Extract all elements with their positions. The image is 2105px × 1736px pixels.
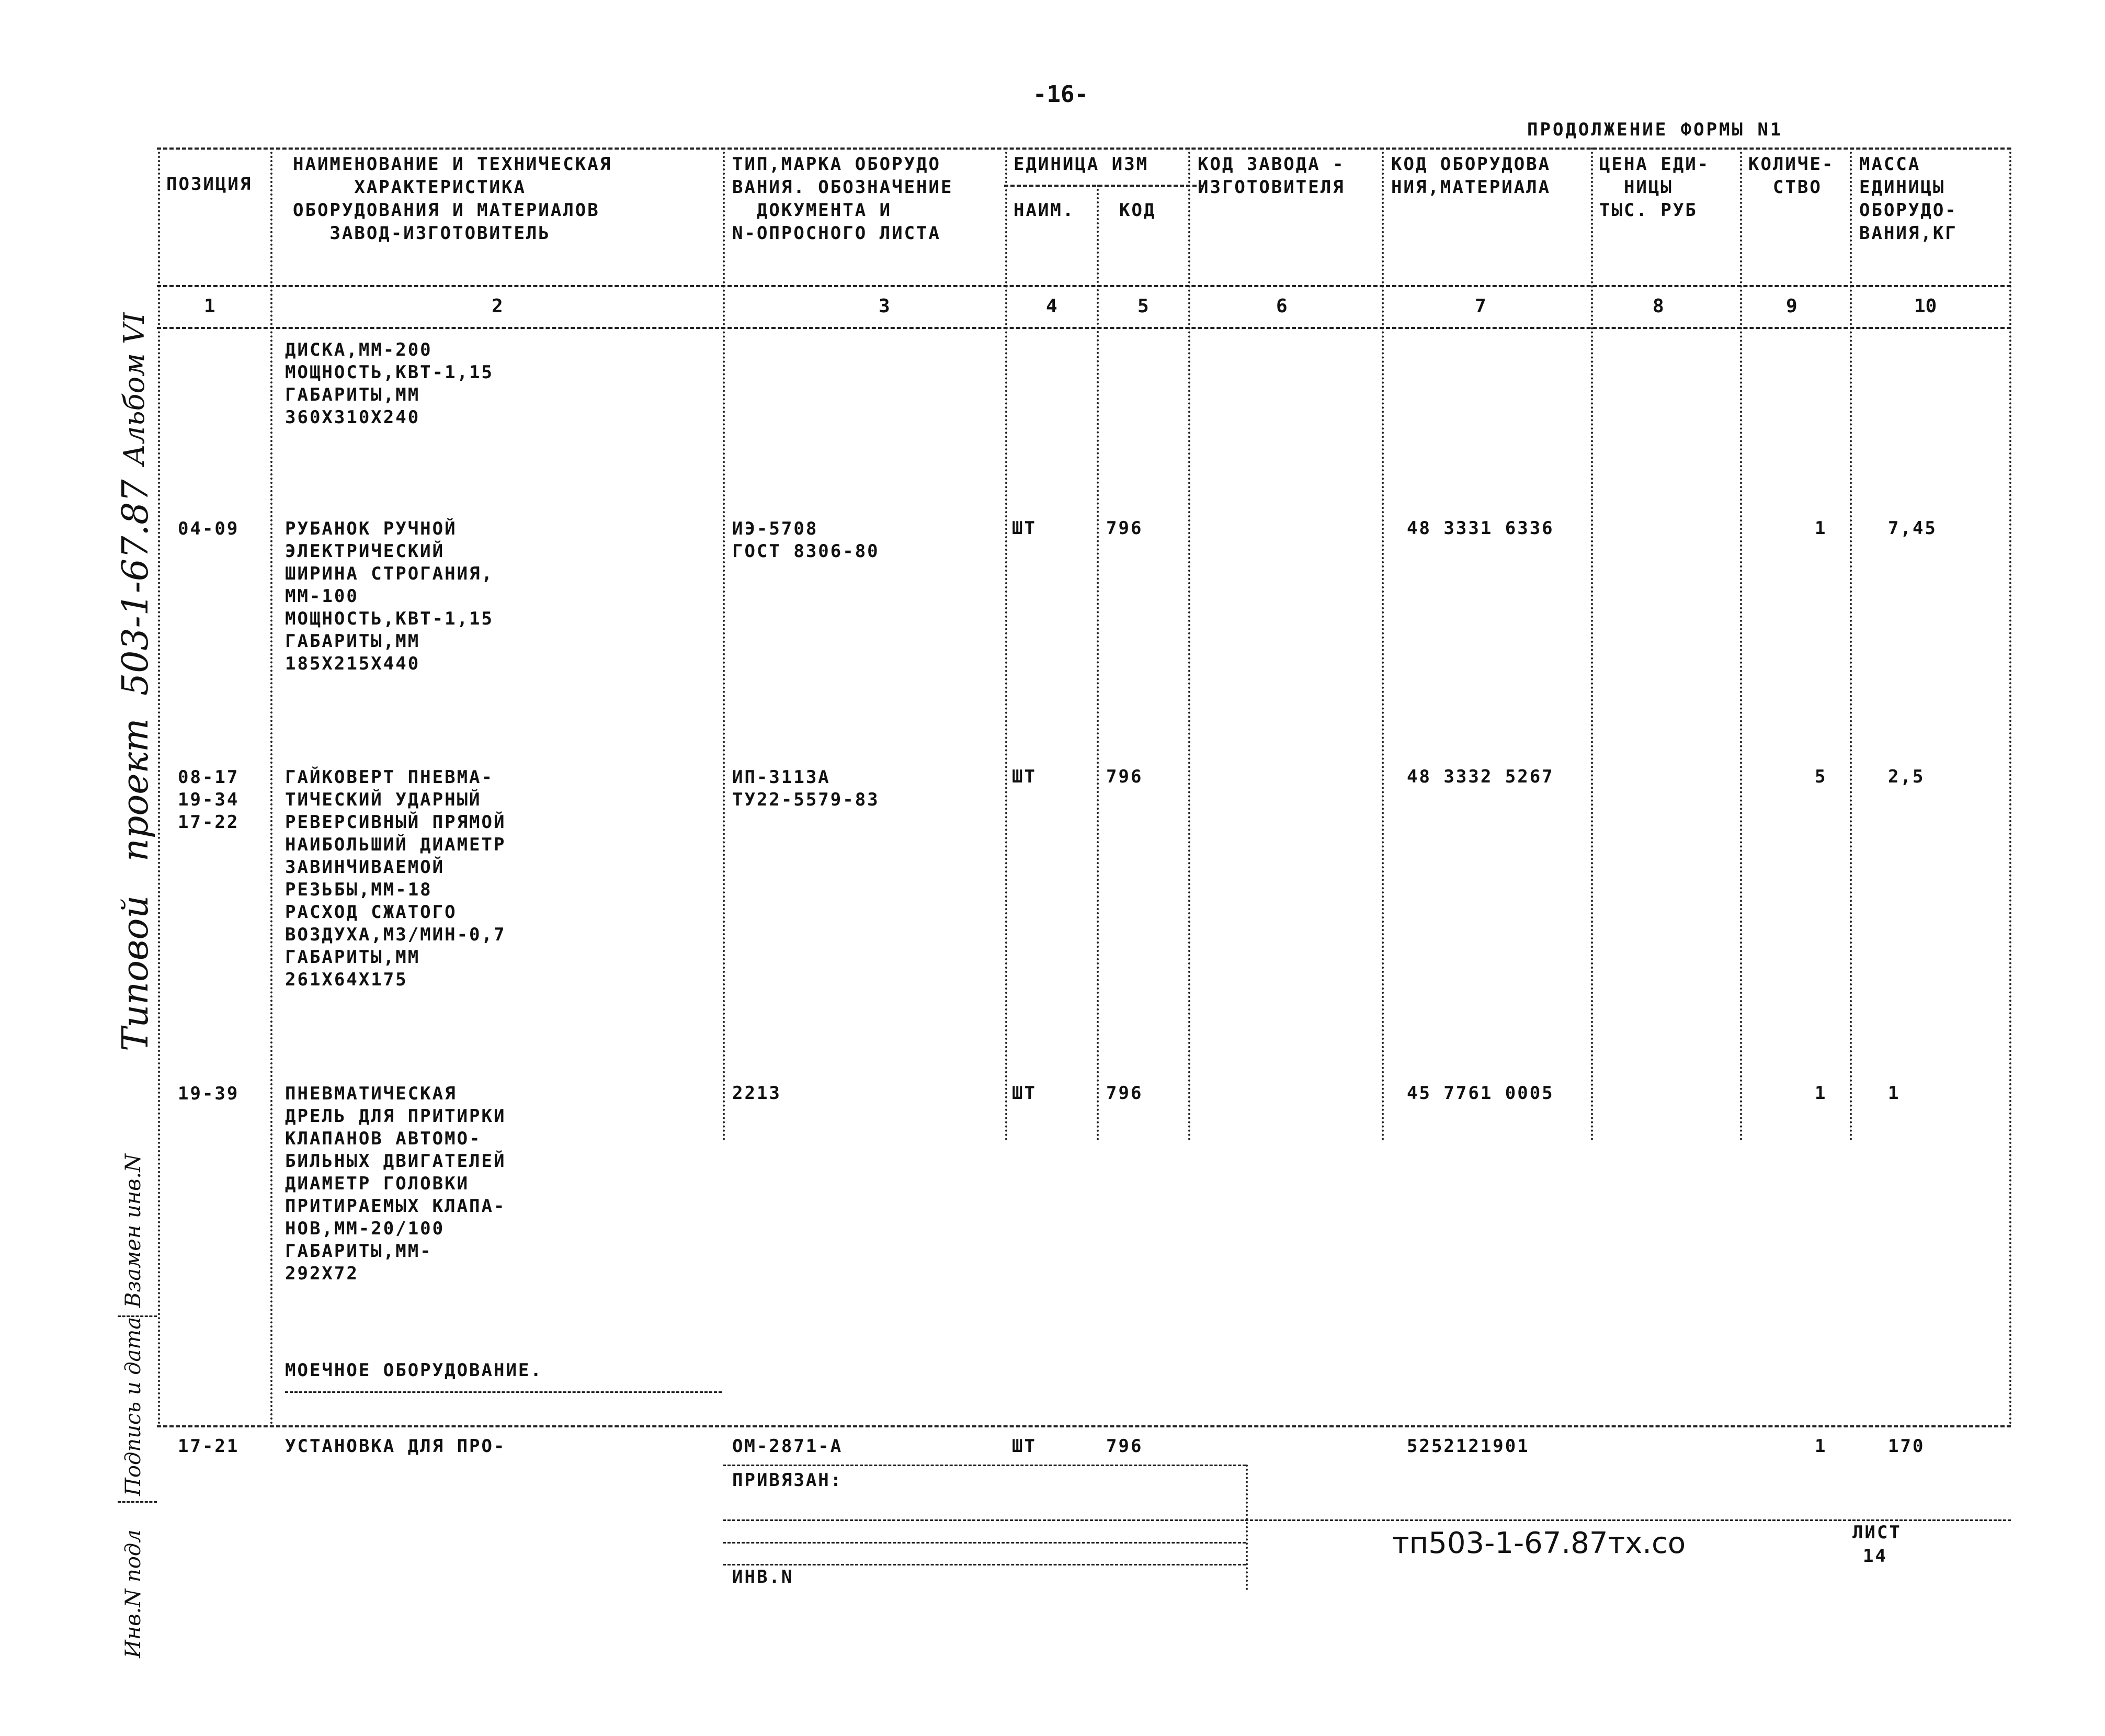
side-label-project: Типовой проект 503-1-67.87 bbox=[115, 479, 156, 1051]
page-number: -16- bbox=[1033, 81, 1088, 108]
col-divider bbox=[1382, 147, 1384, 1141]
row-5-code: 796 bbox=[1106, 1436, 1143, 1457]
col-divider bbox=[1097, 185, 1099, 1141]
inventory-label: ИНВ.N bbox=[732, 1567, 794, 1587]
row-5-mass: 170 bbox=[1888, 1436, 1925, 1457]
sheet-number: 14 bbox=[1863, 1546, 1887, 1567]
header-price: ЦЕНА ЕДИ- НИЦЫ ТЫС. РУБ bbox=[1599, 154, 1710, 221]
row-3-equip: 45 7761 0005 bbox=[1407, 1083, 1554, 1104]
col-number: 8 bbox=[1653, 296, 1664, 317]
header-equipment-code: КОД ОБОРУДОВА НИЯ,МАТЕРИАЛА bbox=[1391, 154, 1551, 198]
header-name: НАИМЕНОВАНИЕ И ТЕХНИЧЕСКАЯ ХАРАКТЕРИСТИКА ОБОРУДОВАНИЯ И МАТЕРИАЛОВ ЗАВОД-ИЗГОТОВИТЕЛЬ bbox=[293, 154, 612, 244]
document-code: тп503-1-67.87тх.со bbox=[1392, 1526, 1686, 1560]
row-3-qty: 1 bbox=[1815, 1083, 1827, 1104]
side-label-album: Альбом VI bbox=[118, 312, 151, 466]
row-5-name: УСТАНОВКА ДЛЯ ПРО- bbox=[285, 1436, 506, 1457]
header-unit-name: НАИМ. bbox=[1014, 200, 1075, 221]
row-1-position: 04-09 bbox=[178, 518, 240, 539]
row-1-qty: 1 bbox=[1815, 518, 1827, 539]
row-5-unit: ШТ bbox=[1012, 1436, 1037, 1457]
row-3-code: 796 bbox=[1106, 1083, 1143, 1104]
row-1-name: РУБАНОК РУЧНОЙ ЭЛЕКТРИЧЕСКИЙ ШИРИНА СТРОГАНИЯ, ММ-100 МОЩНОСТЬ,КВТ-1,15 ГАБАРИТЫ,ММ 185Х215Х440 bbox=[285, 518, 494, 674]
row-2-unit: ШТ bbox=[1012, 766, 1037, 787]
row-1-equip: 48 3331 6336 bbox=[1407, 518, 1554, 539]
col-number: 2 bbox=[492, 296, 503, 317]
row-2-equip: 48 3332 5267 bbox=[1407, 766, 1554, 787]
col-divider bbox=[158, 147, 160, 1425]
col-number: 6 bbox=[1276, 296, 1288, 317]
col-number: 4 bbox=[1046, 296, 1057, 317]
rule-unit-split bbox=[1004, 185, 1203, 187]
col-divider bbox=[1850, 147, 1852, 1141]
rule-header-bottom bbox=[157, 285, 2011, 287]
rule-bottom bbox=[157, 1425, 2011, 1427]
title-block-line bbox=[723, 1519, 2011, 1521]
col-number: 5 bbox=[1137, 296, 1149, 317]
side-label-replaced: Взамен инв.N bbox=[121, 1153, 145, 1308]
margin-rule bbox=[118, 1501, 157, 1503]
title-block bbox=[723, 1465, 2011, 1590]
row-5-qty: 1 bbox=[1815, 1436, 1827, 1457]
header-type: ТИП,МАРКА ОБОРУДО ВАНИЯ. ОБОЗНАЧЕНИЕ ДОКУМЕНТА И N-ОПРОСНОГО ЛИСТА bbox=[732, 154, 953, 244]
title-block-divider bbox=[1246, 1465, 1248, 1590]
row-2-qty: 5 bbox=[1815, 766, 1827, 787]
row-2-position: 08-17 19-34 17-22 bbox=[178, 767, 240, 833]
col-divider bbox=[723, 147, 725, 1141]
row-5-type: ОМ-2871-А bbox=[732, 1436, 843, 1457]
col-number: 9 bbox=[1786, 296, 1797, 317]
row-1-type: ИЭ-5708 ГОСТ 8306-80 bbox=[732, 518, 880, 562]
col-number: 1 bbox=[204, 296, 215, 317]
header-quantity: КОЛИЧЕ- СТВО bbox=[1748, 154, 1835, 198]
section-heading-underline bbox=[285, 1391, 722, 1393]
col-divider bbox=[270, 147, 272, 1425]
row-3-mass: 1 bbox=[1888, 1083, 1901, 1104]
title-block-line bbox=[723, 1542, 1246, 1544]
title-block-top bbox=[723, 1465, 1246, 1466]
title-block-line bbox=[723, 1564, 1246, 1565]
row-1-unit: ШТ bbox=[1012, 518, 1037, 539]
row-2-code: 796 bbox=[1106, 766, 1143, 787]
attached-label: ПРИВЯЗАН: bbox=[732, 1470, 843, 1491]
row-2-name: ГАЙКОВЕРТ ПНЕВМА- ТИЧЕСКИЙ УДАРНЫЙ РЕВЕРСИВНЫЙ ПРЯМОЙ НАИБОЛЬШИЙ ДИАМЕТР ЗАВИНЧИВАЕМОЙ РЕЗЬБЫ,ММ-18 РАСХОД СЖАТОГО ВОЗДУХА,М3/МИН-0,7 ГАБАРИТЫ,ММ 261Х64Х175 bbox=[285, 767, 506, 990]
row-1-code: 796 bbox=[1106, 518, 1143, 539]
header-factory-code: КОД ЗАВОДА - ИЗГОТОВИТЕЛЯ bbox=[1198, 154, 1345, 198]
section-heading-washing-equipment: МОЕЧНОЕ ОБОРУДОВАНИЕ. bbox=[285, 1360, 543, 1381]
col-divider bbox=[1005, 147, 1007, 1141]
col-divider bbox=[1591, 147, 1593, 1141]
row-3-type: 2213 bbox=[732, 1083, 781, 1104]
row-3-unit: ШТ bbox=[1012, 1083, 1037, 1104]
row-2-type: ИП-3113А ТУ22-5579-83 bbox=[732, 767, 880, 810]
rule-colnum-bottom bbox=[157, 327, 2011, 329]
header-unit-code: КОД bbox=[1119, 200, 1156, 221]
row-2-mass: 2,5 bbox=[1888, 766, 1925, 787]
col-number: 7 bbox=[1475, 296, 1486, 317]
margin-rule bbox=[118, 1315, 157, 1317]
col-number: 3 bbox=[879, 296, 890, 317]
col-number: 10 bbox=[1914, 296, 1937, 317]
header-mass: МАССА ЕДИНИЦЫ ОБОРУДО- ВАНИЯ,КГ bbox=[1859, 154, 1958, 244]
row-3-position: 19-39 bbox=[178, 1083, 240, 1104]
col-divider bbox=[1740, 147, 1742, 1141]
header-unit: ЕДИНИЦА ИЗМ bbox=[1014, 154, 1149, 175]
row-0-name: ДИСКА,ММ-200 МОЩНОСТЬ,КВТ-1,15 ГАБАРИТЫ,ММ 360Х310Х240 bbox=[285, 339, 494, 428]
col-divider bbox=[2009, 147, 2011, 1425]
col-divider bbox=[1188, 147, 1190, 1141]
side-label-inv-orig: Инв.N подл bbox=[121, 1529, 145, 1658]
side-label-sign-date: Подпись и дата bbox=[121, 1317, 145, 1496]
row-5-position: 17-21 bbox=[178, 1436, 240, 1457]
form-continuation-label: ПРОДОЛЖЕНИЕ ФОРМЫ N1 bbox=[1527, 119, 1783, 140]
sheet-label: ЛИСТ bbox=[1852, 1522, 1902, 1543]
row-3-name: ПНЕВМАТИЧЕСКАЯ ДРЕЛЬ ДЛЯ ПРИТИРКИ КЛАПАНОВ АВТОМО- БИЛЬНЫХ ДВИГАТЕЛЕЙ ДИАМЕТР ГОЛОВКИ ПРИТИРАЕМЫХ КЛАПА- НОВ,ММ-20/100 ГАБАРИТЫ,ММ- 292Х72 bbox=[285, 1083, 506, 1284]
row-5-equip: 5252121901 bbox=[1407, 1436, 1530, 1457]
header-position: ПОЗИЦИЯ bbox=[166, 174, 253, 195]
row-1-mass: 7,45 bbox=[1888, 518, 1937, 539]
rule-top bbox=[157, 147, 2011, 150]
